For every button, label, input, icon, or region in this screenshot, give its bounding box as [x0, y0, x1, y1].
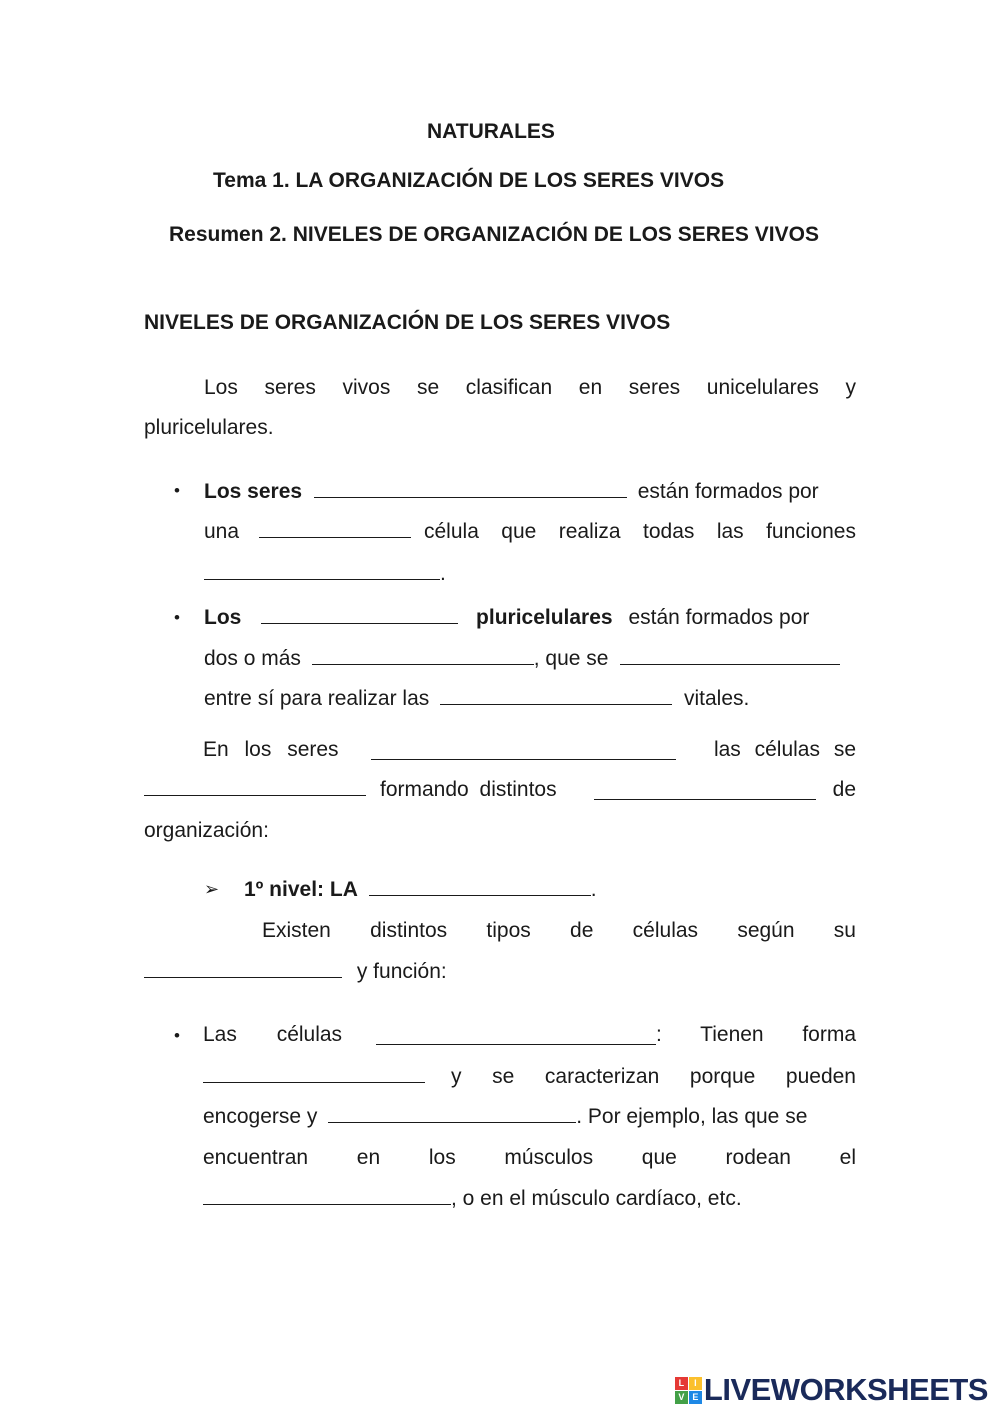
- level1-existen: Existen distintos tipos de células según su: [262, 919, 856, 942]
- para2-line1: [203, 737, 856, 763]
- logo-mark-letter: E: [689, 1391, 702, 1404]
- bullet2-bold-los: Los: [204, 606, 242, 629]
- blank-input[interactable]: [204, 561, 440, 580]
- intro-line-2: pluricelulares.: [144, 416, 274, 439]
- bullet2-que-se: , que se: [533, 647, 609, 670]
- blank-input[interactable]: [203, 1186, 451, 1205]
- blank-input[interactable]: [376, 1026, 656, 1045]
- bullet-marker: •: [174, 1026, 180, 1045]
- bullet1-bold: Los seres: [204, 480, 303, 503]
- intro-line-1: Los seres vivos se clasifican en seres unicelulares y: [204, 376, 856, 399]
- logo-mark-icon: [675, 1377, 702, 1404]
- bullet1-line1: [204, 479, 819, 505]
- bullet2-vitales: vitales.: [683, 687, 750, 710]
- blank-input[interactable]: [314, 479, 627, 498]
- bullet1-line3: [204, 561, 446, 587]
- bullet2-line1: [204, 605, 809, 631]
- logo-mark-letter: V: [675, 1391, 688, 1404]
- blank-input[interactable]: [203, 1064, 425, 1083]
- period: .: [440, 562, 446, 585]
- para2-de: de: [832, 778, 856, 801]
- logo-text: LIVEWORKSHEETS: [703, 1372, 988, 1407]
- logo-mark-letter: I: [689, 1377, 702, 1390]
- arrow-bullet-icon: ➢: [204, 879, 220, 899]
- bullet-marker: •: [174, 608, 180, 627]
- bullet2-entre: entre sí para realizar las: [204, 687, 430, 710]
- level1-label: 1º nivel: LA: [244, 878, 358, 901]
- blank-input[interactable]: [259, 519, 411, 538]
- para2-line2: [144, 777, 856, 803]
- topic-title: Tema 1. LA ORGANIZACIÓN DE LOS SERES VIVOS: [213, 169, 725, 192]
- blank-input[interactable]: [369, 877, 591, 896]
- blank-input[interactable]: [261, 605, 458, 624]
- para2-formando: formando distintos: [380, 778, 557, 801]
- summary-title: Resumen 2. NIVELES DE ORGANIZACIÓN DE LOS SERES VIVOS: [169, 223, 819, 246]
- blank-input[interactable]: [371, 741, 676, 760]
- section-heading: NIVELES DE ORGANIZACIÓN DE LOS SERES VIVOS: [144, 311, 671, 334]
- bullet3-cardiaco: , o en el músculo cardíaco, etc.: [451, 1187, 742, 1210]
- liveworksheets-logo: [675, 1372, 988, 1407]
- blank-input[interactable]: [440, 686, 672, 705]
- blank-input[interactable]: [144, 777, 366, 796]
- bullet3-tienen: : Tienen forma: [656, 1023, 856, 1046]
- bullet3-line2: [203, 1064, 856, 1090]
- level1-y-funcion: y función:: [356, 960, 447, 983]
- para2-celulas: las células se: [713, 738, 856, 761]
- level1-line: [244, 877, 597, 903]
- blank-input[interactable]: [620, 646, 840, 665]
- bullet2-dos: dos o más: [204, 647, 301, 670]
- bullet1-una: una: [204, 520, 240, 543]
- level1-line3: [144, 959, 447, 985]
- bullet3-line1: [203, 1022, 856, 1048]
- blank-input[interactable]: [144, 959, 342, 978]
- blank-input[interactable]: [594, 781, 816, 800]
- bullet2-bold-pluri: pluricelulares: [476, 606, 613, 629]
- subject-title: NATURALES: [427, 120, 555, 143]
- bullet3-encuentran: encuentran en los músculos que rodean el: [203, 1146, 856, 1169]
- bullet3-caracterizan: y se caracterizan porque pueden: [451, 1065, 856, 1088]
- bullet2-line2: [204, 646, 840, 672]
- blank-input[interactable]: [328, 1104, 576, 1123]
- bullet1-text: están formados por: [637, 480, 819, 503]
- bullet3-line5: [203, 1186, 742, 1212]
- bullet2-line3: [204, 686, 749, 712]
- bullet3-encogerse: encogerse y: [203, 1105, 318, 1128]
- para2-line3: organización:: [144, 819, 269, 842]
- period: .: [590, 878, 597, 901]
- bullet1-line2: [204, 519, 856, 545]
- bullet3-line3: [203, 1104, 856, 1130]
- bullet-marker: •: [174, 481, 180, 500]
- bullet2-text: están formados por: [628, 606, 810, 629]
- bullet1-text2: célula que realiza todas las funciones: [424, 520, 856, 543]
- logo-mark-letter: L: [675, 1377, 688, 1390]
- blank-input[interactable]: [312, 646, 534, 665]
- para2-en-los-seres: En los seres: [203, 738, 339, 761]
- bullet3-ejemplo: . Por ejemplo, las que se: [576, 1105, 808, 1128]
- bullet3-las-celulas: Las células: [203, 1023, 343, 1046]
